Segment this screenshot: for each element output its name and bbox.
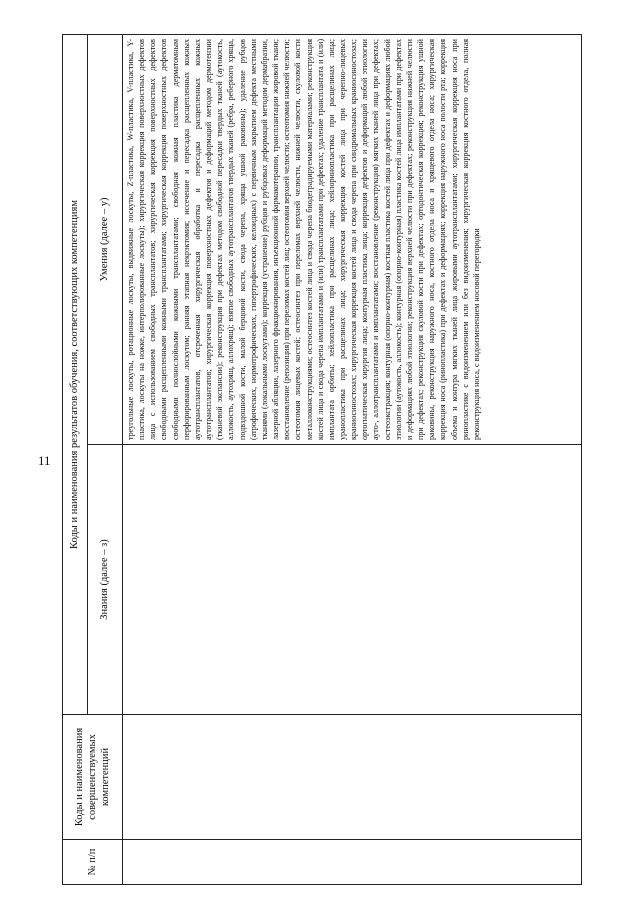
page-number: 11 xyxy=(38,453,51,468)
header-results-group: Коды и наименования результатов обучения, соответствующих компетенциям xyxy=(63,34,88,714)
rotated-table-container xyxy=(62,35,582,885)
header-skills: Умения (далее – у) xyxy=(88,34,123,444)
competency-table xyxy=(62,34,582,885)
cell-competency-codes xyxy=(123,715,582,840)
cell-knowledge xyxy=(123,445,582,715)
cell-skills: треугольные лоскуты, ротационные лоскуты, выдвижные лоскуты, Z-пластика, W-пластика, V-пластика, Y-пластика, лоскуты на ножке, интерполированные лоскуты); хирургическая коррекция поверхностных дефектов лица с использованием свободных трансплантатов; хирургическая коррекция поверхностных дефектов свободными расщепленными кожными трансплантатами; хирургическая коррекция поверхностных дефектов свободными полнослойными кожными трансплантатами; свободная кожная пластика дерматомным перфорированным лоскутом; ранняя этапная некрэктомия; иссечение и пересадка расщепленных кожных аутотрансплантатов, отсроченная хирургическая обработка и пересадка расщепленных кожных аутотрансплантатов; хирургическая коррекция поверхностных дефектов и деформаций методом дермотензии (тканевой экспансии); реконструкция при дефектах методом свободной пересадки твердых тканей (аутокость, аллокость, аутохрящ, аллохрящ); взятие свободных аутотрансплантатов твердых тканей (ребра, реберного хряща, подвздошной кости, малой берцовой кости, свода черепа, хряща ушной раковины); удаление рубцов (атрофических, нормотрофических, гипертрофических, келоидных) с первичным закрытием дефекта местными тканями (локальными лоскутами); коррекция (устранение) рубцов и рубцовых деформаций методом дермабразии, лазерной абляции, лазерного фракционирования, инъекционной фармакотерапии, трансплантации жировой ткани; восстановление (репозиция) при переломах костей лиц; остеотомия верхней челюсти; остеотомия нижней челюсти; остеотомия лицевых костей; остеосинтез при переломах верхней челюсти, нижней челюсти, скуловой кости металлоконструкциями; остеосинтез костей лица и свода черепа биодеградируемыми материалами; реконструкция костей лица и свода черепа имплантатами и (или) трансплантатами при дефектах; удаление трансплантата и (или) имплантата орбиты; хейлопластика при расщелинах лица; хейлоринопластика при расщелинах лица; уранопластика при расщелинах лица; хирургическая коррекция костей лица при черепно-лицевых краниосиностозах; хирургическая коррекция костей лица и свода черепа при синдромальных краниосиностозах; ортогнатическая хирургия лица; контурная пластика лица; коррекция дефектов и деформаций любой этиологии ауто-, аллотрансплантатами и имплантатами; восстановление (реконструкция) мягких тканей лица при дефектах; остеоэкстракция; контурная (опорно-контурная) костная пластика костей лица при дефектах и деформациях любой этиологии (аутокость, аллокость); контурная (опорно-контурная) пластика костей лица имплантатами при дефектах и деформациях любой этиологии; реконструкция верхней челюсти при дефектах; реконструкция нижней челюсти при дефектах; реконструкция скуловой кости при дефектах; ортодонтическая коррекция; реконструкция ушной раковины, реконструкция наружного носа, костного отдела носа и хрящевого отдела носа; хирургическая коррекция носа (ринопластика) при дефектах и деформациях; коррекция наружного носа полости рта; коррекция объема и контура мягких тканей лица жировыми аутотрансплантатами; хирургическая коррекция носа при ринопластике с видоизменением или без видоизменения; хирургическая коррекция костного отдела, полная реконструкция носа, с видоизменением носовой перегородки xyxy=(123,34,582,444)
header-knowledge: Знания (далее – з) xyxy=(88,445,123,715)
header-number: № п/п xyxy=(63,840,123,885)
cell-number xyxy=(123,840,582,885)
header-competency-codes: Коды и наименования совершенствуемых компетенций xyxy=(63,715,123,840)
